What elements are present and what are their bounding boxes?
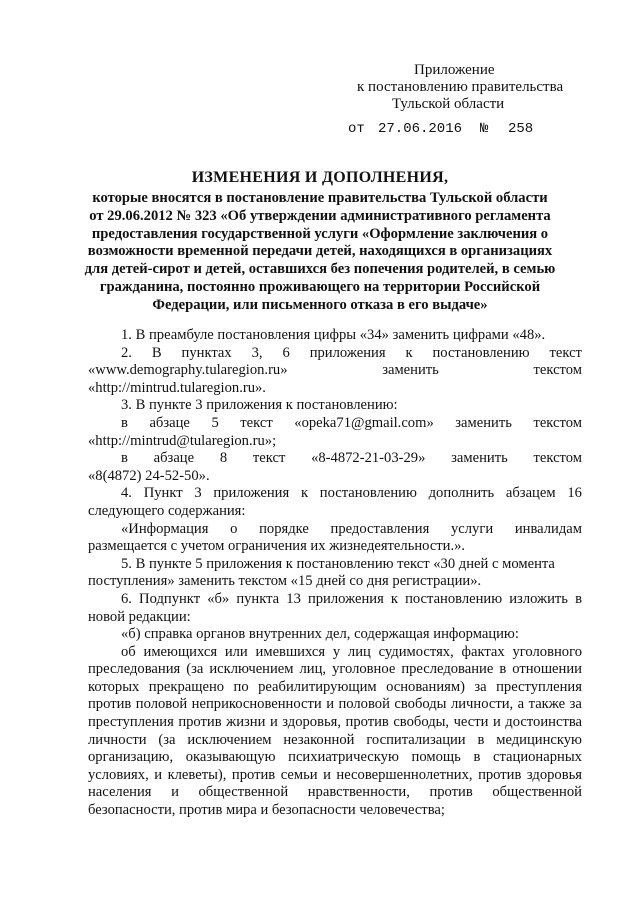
word: в [575,590,582,607]
paragraph-7-line [88,714,582,732]
word: клеветы), [167,766,227,783]
word: текст [240,414,273,431]
word: преследования [88,661,181,678]
word: текстом [533,362,582,379]
word: 16 [567,485,582,502]
word: лиц, [299,661,327,678]
word: приложения [307,590,384,607]
word: личности, [450,696,514,713]
paragraph-7-line [88,732,582,750]
paragraph-6-line2: новой редакции: [88,608,191,625]
heading-line: Федерации, или письменного отказа в его выдаче» [152,296,488,313]
word: лиц [347,643,371,660]
word: постановлению [319,485,417,502]
word: преследование [401,661,494,678]
word: 3 [194,485,202,502]
paragraph-6-line1 [88,591,582,609]
paragraph-5-line2: поступления» заменить текстом «15 дней со дня регистрации». [88,573,482,590]
word: В [151,344,162,361]
word: постановлению [405,590,503,607]
number-sign: № [480,121,489,137]
word: текстом [533,450,582,467]
word: по [233,678,249,695]
paragraph-1: 1. В преамбуле постановления цифры «34» заменить цифрами «48». [121,327,546,343]
word: чести [453,714,489,731]
word: уголовное [332,661,396,678]
heading-line: для детей-сирот и детей, оставшихся без попечения родителей, в семью [84,261,556,278]
word: у [332,643,341,660]
word: «www.demography.tularegion.ru» [88,362,288,379]
word: 4. [121,485,132,502]
resolution-number: 258 [508,121,534,137]
word: приложения [309,344,386,361]
word: против [429,784,473,801]
word: исключением [187,731,272,748]
word: и [492,714,501,731]
word: имеющихся [143,643,218,660]
word: медицинскую [496,731,582,748]
document-heading [0,190,640,315]
word: также [528,696,566,713]
word: и [326,696,334,713]
word: преступления [496,678,582,695]
word: здоровья [526,766,582,783]
word: заменить [382,362,439,379]
word: свободы, [393,714,450,731]
paragraph-4-line2: следующего содержания: [88,502,246,519]
word: жизни [226,714,266,731]
word: против [345,714,389,731]
word: а [517,696,525,713]
word: «opeka71@gmail.com» [294,414,434,431]
word: или [224,643,248,660]
word: организацию, [88,749,174,766]
paragraph-4-quote-line1 [88,521,582,539]
word: общественной [492,784,582,801]
word: против [231,766,276,783]
word: помощь [411,749,461,766]
word: половой [338,696,390,713]
paragraph-3a-line2: «http://mintrud@tularegion.ru»; [88,432,277,449]
word: постановлению [432,344,530,361]
word: за [569,696,582,713]
word: здоровья, [282,714,341,731]
word: о [230,520,238,537]
word: несовершеннолетних, [336,766,473,783]
word: преступления [88,714,174,731]
date-prefix: от [348,121,365,137]
word: в [473,749,481,766]
word: пункта [236,590,280,607]
word: «8-4872-21-03-29» [311,450,426,467]
word: 6. [121,590,132,607]
appendix-label: Приложение [414,62,495,78]
paragraph-7-line [88,767,582,785]
word: фактах [461,643,505,660]
word: услуги [451,520,494,537]
paragraph-3b-line1 [88,450,582,468]
word: неприкосновенности [191,696,322,713]
paragraph-3: 3. В пункте 3 приложения к постановлению: [121,397,398,414]
word: за [474,678,487,695]
word: заменить [451,450,508,467]
heading-line: возможности временной передачи детей, находящихся в организациях [87,243,553,260]
word: стационарных [493,749,582,766]
heading-line: от 29.06.2012 № 323 «Об утверждении административного регламента [89,207,551,224]
word: достоинства [505,714,582,731]
word: инвалидам [514,520,582,537]
word: текст [549,344,582,361]
paragraph-5-line1: 5. В пункте 5 приложения к постановлению текст «30 дней с момента [121,555,555,572]
word: в [477,731,485,748]
word: населения [88,784,152,801]
word: в [121,414,128,431]
word: госпитализации [366,731,466,748]
word: которых [88,678,140,695]
word: против [88,696,132,713]
paragraph-2-line2 [88,362,582,380]
document-body [88,327,582,820]
word: и [154,766,163,783]
paragraph-4-line1 [88,485,582,503]
word: предоставления [330,520,430,537]
heading-line: предоставления государственной услуги «Оформление заключения о [91,225,549,242]
word: 3, [251,344,263,361]
paragraph-7-line [88,679,582,697]
paragraph-3a-line1 [88,415,582,433]
word: условиях, [88,766,149,783]
word: и [171,784,179,801]
word: порядке [259,520,309,537]
paragraph-6b: «б) справка органов внутренних дел, содержащая информацию: [121,626,519,643]
word: 6 [282,344,290,361]
word: пунктах [181,344,232,361]
word: к [405,344,413,361]
paragraph-7-line [88,644,582,662]
paragraph-7-line [88,784,582,802]
heading-line: которые вносятся в постановление правительства Тульской области [92,190,548,206]
word: к [390,590,398,607]
word: абзаце [149,414,190,431]
appendix-region: Тульской области [392,96,505,112]
word: общественной [198,784,289,801]
word: (за [158,731,176,748]
word: 5 [211,414,219,431]
word: в [121,450,128,467]
word: «б» [207,590,230,607]
word: против [478,766,522,783]
word: Подпункт [139,590,201,607]
paragraph-4-quote-line2: размещается с учетом ограничения их жизнедеятельности.». [88,538,466,555]
word: против [178,714,222,731]
word: Пункт [143,485,183,502]
word: имевшихся [255,643,326,660]
paragraph-2-line1 [88,345,582,363]
word: свободы [394,696,447,713]
word: абзаце [153,450,195,467]
word: судимостях, [378,643,454,660]
word: заменить [455,414,512,431]
word: 8 [219,450,228,467]
word: (за [186,661,204,678]
word: исключением [209,661,294,678]
word: к [300,485,309,502]
word: 13 [286,590,301,607]
word: незаконной [283,731,355,748]
word: 2. [121,344,132,361]
paragraph-7-line [88,696,582,714]
paragraph-3b-line2: «8(4872) 24-52-50». [88,467,210,484]
word: текстом [533,414,582,431]
word: текст [252,450,286,467]
word: оказывающую [185,749,276,766]
word: прекращено [148,678,225,695]
paragraph-2-line3: «http://mintrud.tularegion.ru». [88,379,266,396]
word: личности [88,731,147,748]
document-title: ИЗМЕНЕНИЯ И ДОПОЛНЕНИЯ, [191,169,449,186]
word: об [121,643,136,660]
word: в [499,661,507,678]
paragraph-7-line [88,661,582,679]
word: уголовного [512,643,582,660]
paragraph-7-line [88,749,582,767]
paragraph-7-last: безопасности, против мира и безопасности человечества; [88,802,445,819]
word: психиатрическую [288,749,399,766]
word: приложения [213,485,290,502]
resolution-date: 27.06.2016 [378,121,463,137]
word: дополнить [428,485,495,502]
word: «Информация [121,520,209,537]
word: отношении [512,661,582,678]
word: и [323,766,331,783]
word: половой [135,696,188,713]
appendix-to-resolution: к постановлению правительства [357,79,564,95]
word: абзацем [505,485,556,502]
word: и [269,714,278,731]
word: семьи [280,766,318,783]
word: основаниям) [386,678,465,695]
heading-line: гражданина, постоянно проживающего на территории Российской [99,278,541,295]
word: реабилитирующим [258,678,377,695]
word: изложить [509,590,568,607]
word: нравственности, [307,784,410,801]
